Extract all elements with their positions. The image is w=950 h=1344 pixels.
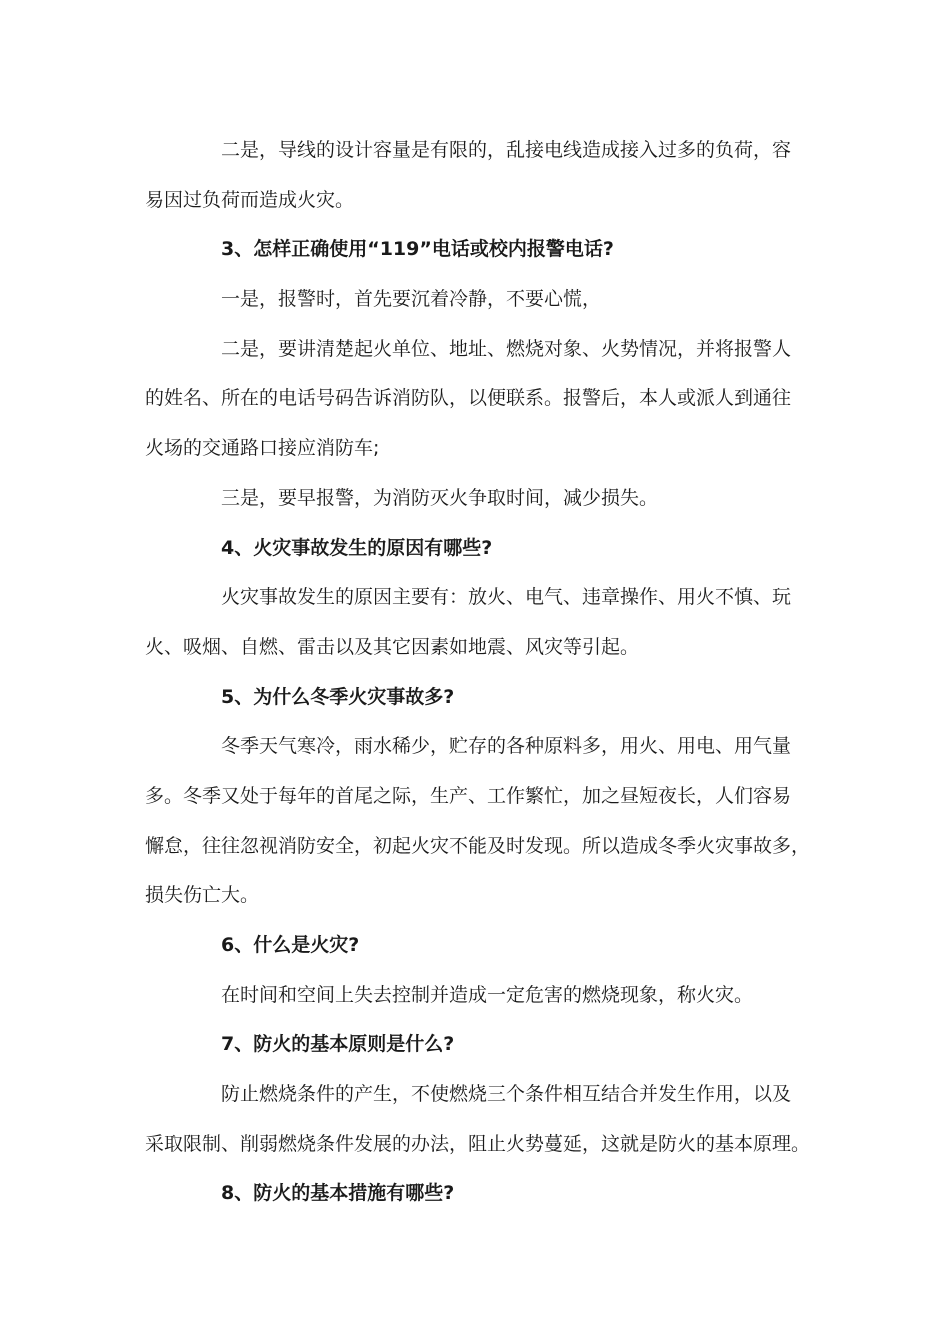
paragraph-line: 二是，要讲清楚起火单位、地址、燃烧对象、火势情况，并将报警人: [221, 337, 792, 360]
paragraph-line: 采取限制、削弱燃烧条件发展的办法，阻止火势蔓延，这就是防火的基本原理。: [145, 1132, 811, 1155]
paragraph-line: 懈怠，往往忽视消防安全，初起火灾不能及时发现。所以造成冬季火灾事故多，: [145, 834, 811, 857]
paragraph-line: 三是，要早报警，为消防灭火争取时间，减少损失。: [221, 486, 659, 509]
paragraph-line: 的姓名、所在的电话号码告诉消防队，以便联系。报警后，本人或派人到通往: [145, 387, 792, 410]
section-heading: 4、火灾事故发生的原因有哪些?: [221, 536, 493, 559]
section-heading: 8、防火的基本措施有哪些?: [221, 1182, 455, 1205]
paragraph-line: 二是，导线的设计容量是有限的，乱接电线造成接入过多的负荷，容: [221, 139, 792, 161]
paragraph-line: 火灾事故发生的原因主要有：放火、电气、违章操作、用火不慎、玩: [221, 586, 792, 609]
document-body: [145, 126, 813, 1219]
section-heading: 5、为什么冬季火灾事故多?: [221, 685, 455, 708]
section-heading: 3、怎样正确使用“119”电话或校内报警电话?: [221, 238, 614, 261]
section-heading: 7、防火的基本原则是什么?: [221, 1033, 455, 1056]
section-heading: 6、什么是火灾?: [221, 934, 360, 956]
paragraph-line: 在时间和空间上失去控制并造成一定危害的燃烧现象，称火灾。: [221, 983, 754, 1006]
paragraph-line: 损失伤亡大。: [145, 884, 260, 907]
paragraph-line: 防止燃烧条件的产生，不使燃烧三个条件相互结合并发生作用，以及: [221, 1083, 792, 1106]
paragraph-line: 多。冬季又处于每年的首尾之际，生产、工作繁忙，加之昼短夜长，人们容易: [145, 784, 792, 807]
paragraph-line: 火场的交通路口接应消防车;: [145, 437, 380, 460]
paragraph-line: 火、吸烟、自燃、雷击以及其它因素如地震、风灾等引起。: [145, 635, 640, 658]
paragraph-line: 易因过负荷而造成火灾。: [145, 188, 355, 211]
paragraph-line: 冬季天气寒冷，雨水稀少，贮存的各种原料多，用火、用电、用气量: [221, 735, 792, 758]
paragraph-line: 一是，报警时，首先要沉着冷静，不要心慌，: [221, 288, 602, 311]
